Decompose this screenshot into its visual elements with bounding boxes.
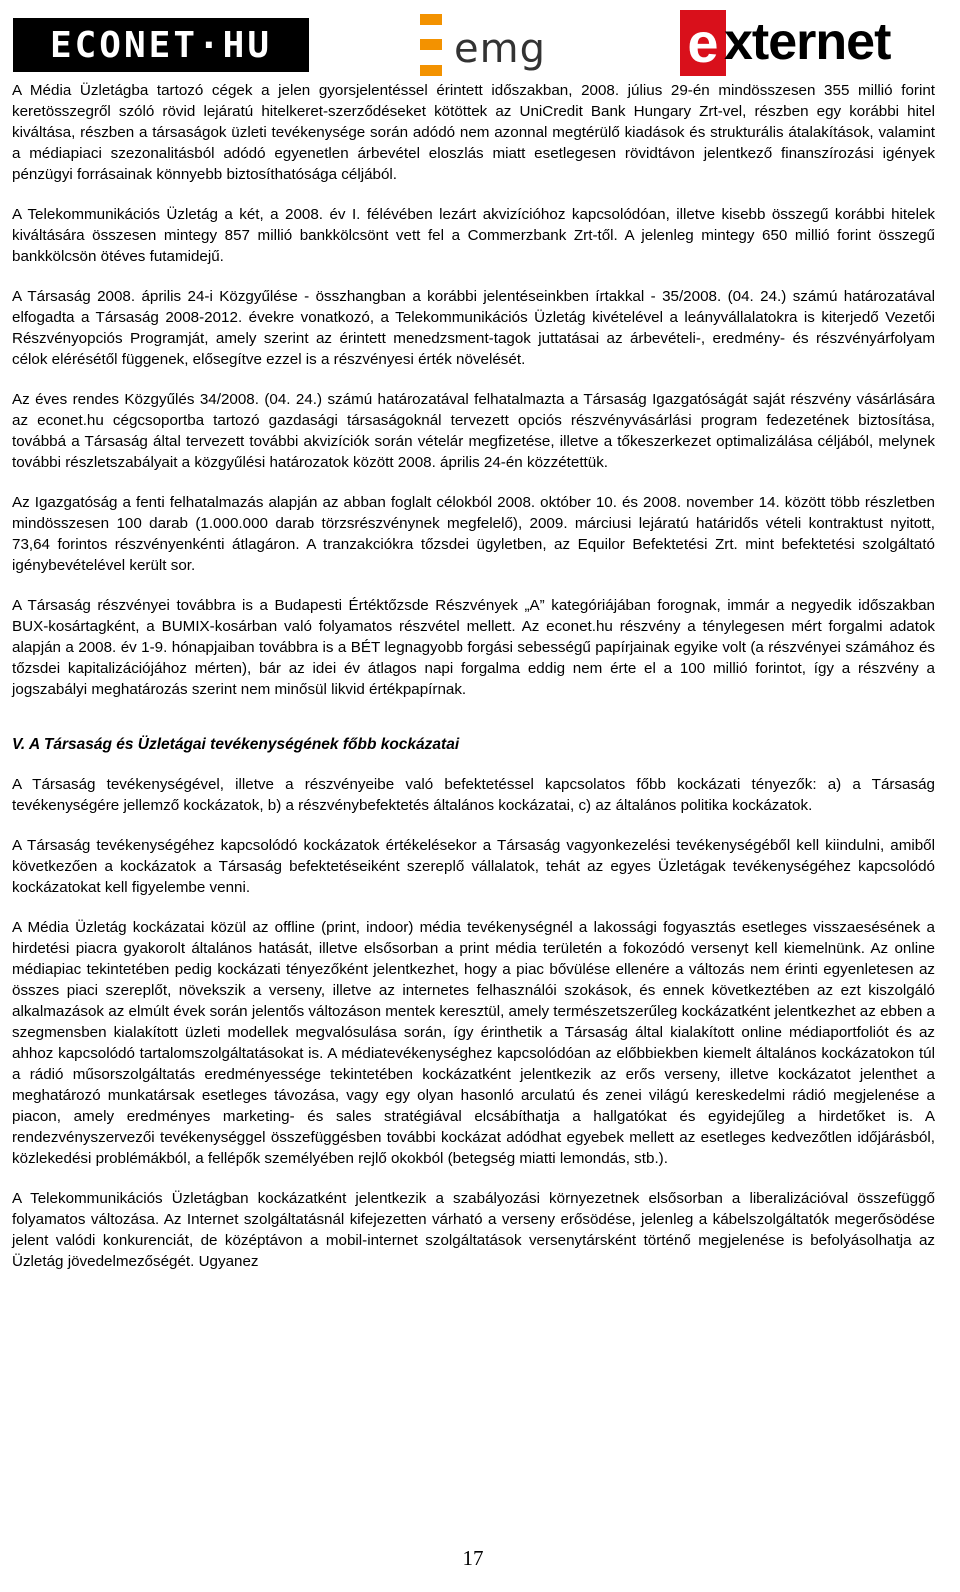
page-number: 17 xyxy=(462,1546,484,1570)
section-title: V. A Társaság és Üzletágai tevékenységének főbb kockázatai xyxy=(12,736,460,753)
paragraph: A Társaság részvényei továbbra is a Budapesti Értéktőzsde Részvények „A” kategóriájában forognak, immár a negyedik időszakban BUX-kosártagként, a BUMIX-kosárban való folyamatos részvétel mellett. Az econet.hu részvény a ténylegesen mért forgalmi adatok alapján a 2008. év 1-9. hónapjaiban továbbra is a BÉT legnagyobb forgási sebességű papírjainak egyike volt (a részvényei számához és tőzsdei kapitalizációjához mérten), bár az idei év átlagos napi forgalma eddig nem érte el a 100 millió forintot, így a részvény a jogszabályi meghatározás szerint nem minősül likvid értékpapírnak. xyxy=(12,597,935,698)
externet-logo-mark: e xyxy=(680,10,726,76)
paragraph: A Telekommunikációs Üzletág a két, a 2008. év I. félévében lezárt akvizícióhoz kapcsolódóan, illetve kisebb összegű korábbi hitelek kiváltására összesen mintegy 857 millió bankkölcsönt vett fel a Commerzbank Zrt-től. A jelenleg mintegy 650 millió forint összegű bankkölcsön ötéves futamidejű. xyxy=(12,206,935,265)
document-body xyxy=(12,80,935,1291)
emg-logo xyxy=(420,14,580,76)
paragraph: A Társaság tevékenységéhez kapcsolódó kockázatok értékelésekor a Társaság vagyonkezelési tevékenységéből kell kiindulni, amiből következően a kockázatok a Társaság befektetéseiként szereplő vállalatok, tehát az egyes Üzletágak tevékenységéhez kapcsolódó kockázatokat kell figyelembe venni. xyxy=(12,837,935,896)
paragraph: Az éves rendes Közgyűlés 34/2008. (04. 24.) számú határozatával felhatalmazta a Társaság Igazgatóságát saját részvény vásárlására az econet.hu cégcsoportba tartozó gazdasági társaságoknál tervezett opciós részvényvásárlási program fedezetének biztosítása, továbbá a Társaság által tervezett további akvizíciók során vételár megfizetése, illetve a tőkeszerkezet optimalizálása céljából, melynek további részletszabályait a közgyűlési határozatok között 2008. április 24-én közzétettük. xyxy=(12,391,935,471)
econet-logo-text: ECONET·HU xyxy=(49,24,273,66)
paragraph: A Társaság 2008. április 24-i Közgyűlése - összhangban a korábbi jelentéseinkben írtakkal - 35/2008. (04. 24.) számú határozatával elfogadta a Társaság 2008-2012. évekre vonatkozó, a Telekommunikációs Üzletág kivételével a leányvállalatokra is kiterjedő Vezetői Részvényopciós Programját, amely szerint az érintett menedzsment-tagok juttatásai az árbevételi-, eredmény- és részvényárfolyam célok elérésétől függenek, elősegítve ezzel is a részvényesi érték növelését. xyxy=(12,288,935,368)
externet-logo-text: xternet xyxy=(724,13,891,71)
emg-logo-text: emg xyxy=(454,26,546,72)
externet-logo xyxy=(680,10,960,78)
emg-bars-icon xyxy=(420,14,442,76)
page-header xyxy=(0,0,960,80)
paragraph: A Telekommunikációs Üzletágban kockázatként jelentkezik a szabályozási környezetnek elsősorban a liberalizációval összefüggő folyamatos változása. Az Internet szolgáltatásnál kifejezetten várható a verseny erősödése, jelenleg a kábelszolgáltatók megerősödése jelent valódi konkurenciát, de középtávon a mobil-internet szolgáltatások versenytársként történő megjelenése is befolyásolhatja az Üzletág jövedelmezőségét. Ugyanez xyxy=(12,1190,935,1270)
paragraph: Az Igazgatóság a fenti felhatalmazás alapján az abban foglalt célokból 2008. október 10. és 2008. november 14. között több részletben mindösszesen 100 darab (1.000.000 darab törzsrészvénynek megfelelő), 2009. márciusi lejáratú határidős vételi kontraktust nyitott, 73,64 forintos részvényenkénti átlagáron. A tranzakciókra tőzsdei ügyletben, az Equilor Befektetési Zrt. mint befektetési szolgáltató igénybevételével került sor. xyxy=(12,494,935,574)
paragraph: A Média Üzletágba tartozó cégek a jelen gyorsjelentéssel érintett időszakban, 2008. július 29-én mindösszesen 355 millió forint keretösszegről szóló rövid lejáratú hitelkeret-szerződéseket kötöttek az UniCredit Bank Hungary Zrt-vel, részben egy korábbi hitel kiváltása, részben a társaságok üzleti tevékenysége során adódó nem azonnal megtérülő kiadások és strukturális átalakítások, valamint a médiapiaci szezonalitásból adódó egyenetlen árbevétel eloszlás miatt esetlegesen rövidtávon jelentkező finanszírozási igények pénzügyi forrásainak könnyebb biztosíthatósága céljából. xyxy=(12,82,935,183)
econet-logo xyxy=(13,18,309,72)
paragraph: A Média Üzletág kockázatai közül az offline (print, indoor) média tevékenységnél a lakossági fogyasztás esetleges visszaesésének a hirdetési piacra gyakorolt általános hatását, illetve elsősorban a print média területén a fokozódó versenyt kell kiemelnünk. Az online médiapiac tekintetében pedig kockázati tényezőként jelentkezhet, hogy a piac bővülése ellenére a változás nem érinti egyenletesen az összes piaci szereplőt, növekszik a verseny, illetve az internetes felhasználói szokások, és ennek következtében az ezt kiszolgáló alkalmazások az elmúlt évek során jelentős változáson mentek keresztül, amely természetszerűleg kockázatként jelentkezhet az ebben a szegmensben kialakított üzleti modellek megvalósulása során, így érinthetik a Társaság által kialakított online médiaportfoliót és az ahhoz kapcsolódó tartalomszolgáltatásokat is. A médiatevékenységhez kapcsolódóan az előbbiekben kiemelt általános kockázatokon túl a rádió műsorszolgáltatás eredményessége tekintetében kockázatként jelentkezik az erős verseny, illetve kockázatot jelenthet a meghatározó munkatársak esetleges távozása, vagy egy olyan hasonló arculatú és zenei világú kereskedelmi rádió megjelenése a piacon, amely eredményes marketing- és sales stratégiával elcsábíthatja a hallgatókat és egyidejűleg a hirdetőket is. A rendezvényszervezői tevékenységgel összefüggésben további kockázat adódhat egyebek mellett az esetleges kedvezőtlen időjárásból, közlekedési problémákból, a fellépők személyében rejlő okokból (betegség miatti lemondás, stb.). xyxy=(12,919,935,1167)
paragraph: A Társaság tevékenységével, illetve a részvényeibe való befektetéssel kapcsolatos főbb kockázati tényezők: a) a Társaság tevékenységére jellemző kockázatok, b) a részvénybefektetés általános kockázatai, c) az általános politika kockázatok. xyxy=(12,776,935,814)
